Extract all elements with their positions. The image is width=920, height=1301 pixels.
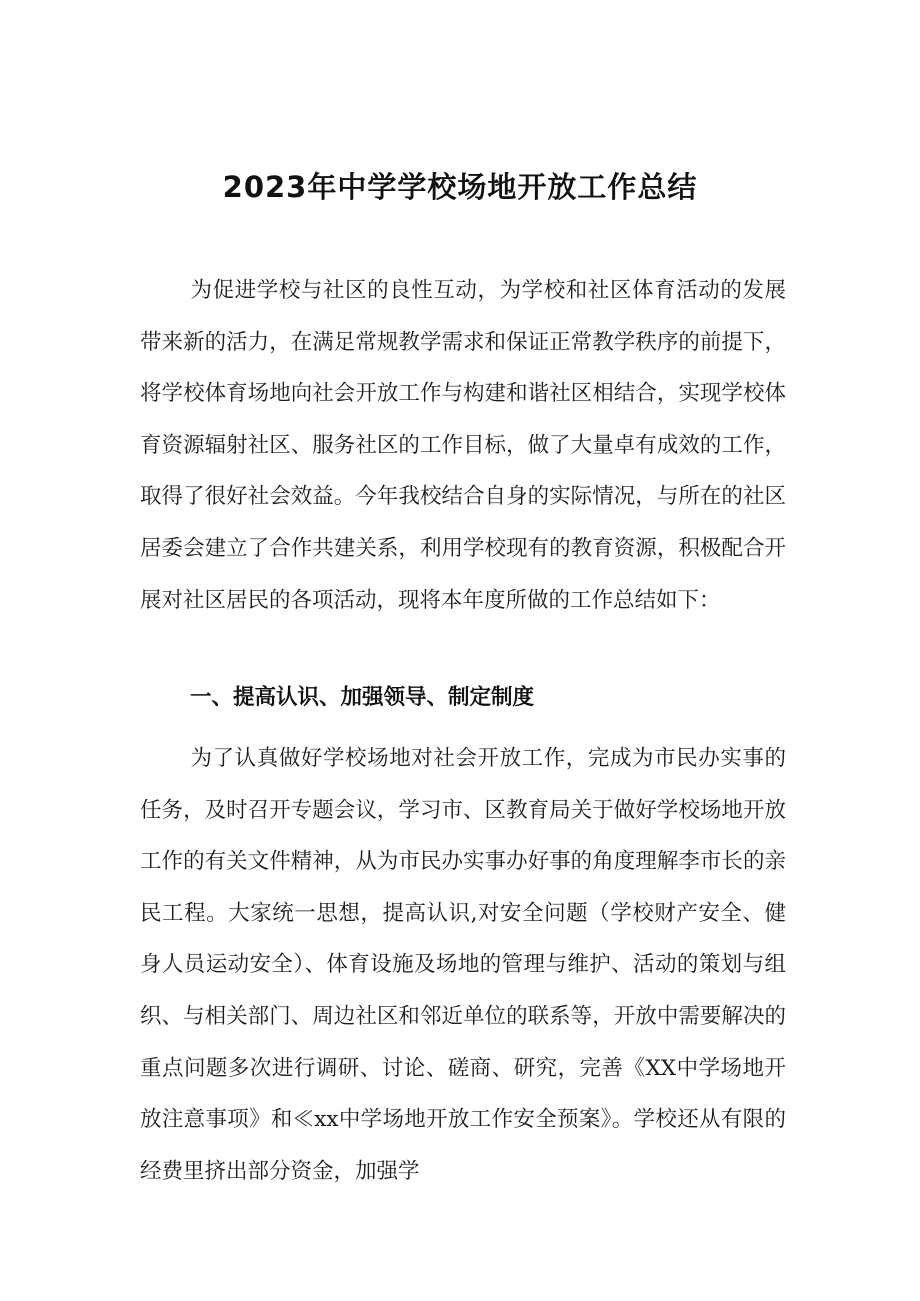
document-title: 2023年中学学校场地开放工作总结 bbox=[222, 170, 698, 204]
section-heading-1: 一、提高认识、加强领导、制定制度 bbox=[190, 685, 535, 710]
section1-paragraph: 为了认真做好学校场地对社会开放工作，完成为市民办实事的任务，及时召开专题会议，学习市、区教育局关于做好学校场地开放工作的有关文件精神，从为市民办实事办好事的角度理解李市长的亲民工程。大家统一思想，提高认识,对安全问题（学校财产安全、健身人员运动安全）、体育设施及场地的管理与维护、活动的策划与组织、与相关部门、周边社区和邻近单位的联系等，开放中需要解决的重点问题多次进行调研、讨论、磋商、研究，完善《XX中学场地开放注意事项》和≪xx中学场地开放工作安全预案》。学校还从有限的经费里挤出部分资金，加强学 bbox=[140, 746, 786, 1184]
intro-paragraph: 为促进学校与社区的良性互动，为学校和社区体育活动的发展带来新的活力，在满足常规教学需求和保证正常教学秩序的前提下，将学校体育场地向社会开放工作与构建和谐社区相结合，实现学校体育资源辐射社区、服务社区的工作目标，做了大量卓有成效的工作，取得了很好社会效益。今年我校结合自身的实际情况，与所在的社区居委会建立了合作共建关系，利用学校现有的教育资源，积极配合开展对社区居民的各项活动，现将本年度所做的工作总结如下： bbox=[140, 278, 786, 613]
